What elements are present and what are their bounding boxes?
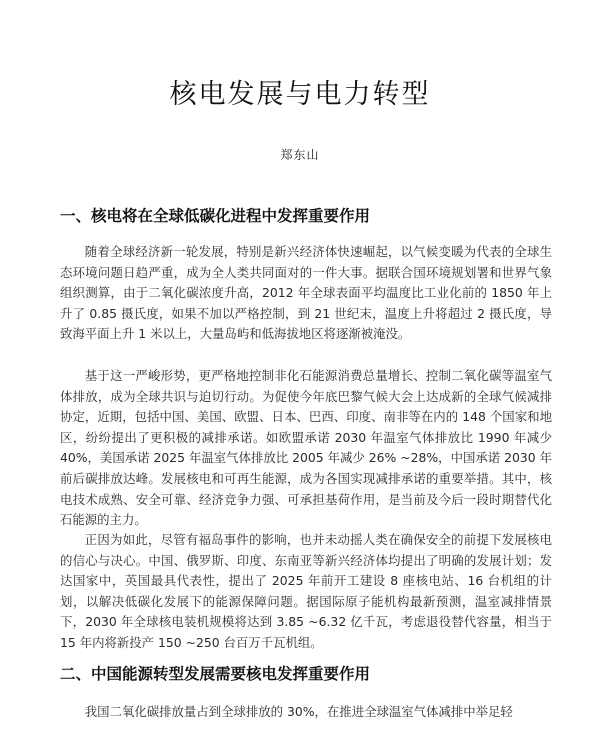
section-heading-1: 一、核电将在全球低碳化进程中发挥重要作用 (60, 207, 371, 225)
paragraph: 我国二氧化碳排放量占到全球排放的 30%，在推进全球温室气体减排中举足轻 (84, 704, 513, 719)
section-heading-2: 二、中国能源转型发展需要核电发挥重要作用 (60, 665, 371, 683)
paper-title: 核电发展与电力转型 (169, 79, 431, 110)
paragraph: 随着全球经济新一轮发展，特别是新兴经济体快速崛起，以气候变暖为代表的全球生态环境问题日趋严重，成为全人类共同面对的一件大事。据联合国环境规划署和世界气象组织测算，由于二氧化碳浓度升高，2012 年全球表面平均温度比工业化前的 1850 年上升了 0.85 摄氏度，如果不加以严格控制，到 21 世纪末，温度上升将超过 2 摄氏度，导致海平面上升 1 米以上，大量岛屿和低海拔地区将逐渐被淹没。 (60, 244, 552, 342)
paragraph: 正因为如此，尽管有福岛事件的影响，也并未动摇人类在确保安全的前提下发展核电的信心与决心。中国、俄罗斯、印度、东南亚等新兴经济体均提出了明确的发展计划；发达国家中，英国最具代表性，提出了 2025 年前开工建设 8 座核电站、16 台机组的计划，以解决低碳化发展下的能源保障问题。据国际原子能机构最新预测，温室减排情景下，2030 年全球核电装机规模将达到 3.85 ~6.32 亿千瓦，考虑退役替代容量，相当于 15 年内将新投产 150 ~250 台百万千瓦机组。 (60, 532, 552, 650)
author-name: 郑东山 (280, 148, 320, 162)
paragraph: 基于这一严峻形势，更严格地控制非化石能源消费总量增长、控制二氧化碳等温室气体排放，成为全球共识与迫切行动。为促使今年底巴黎气候大会上达成新的全球气候减排协定，近期，包括中国、美国、欧盟、日本、巴西、印度、南非等在内的 148 个国家和地区，纷纷提出了更积极的减排承诺。如欧盟承诺 2030 年温室气体排放比 1990 年减少 40%，美国承诺 2025 年温室气体排放比 2005 年减少 26% ~28%，中国承诺 2030 年前后碳排放达峰。发展核电和可再生能源，成为各国实现减排承诺的重要举措。其中，核电技术成熟、安全可靠、经济竞争力强、可承担基荷作用，是当前及今后一段时期替代化石能源的主力。 (60, 368, 552, 528)
